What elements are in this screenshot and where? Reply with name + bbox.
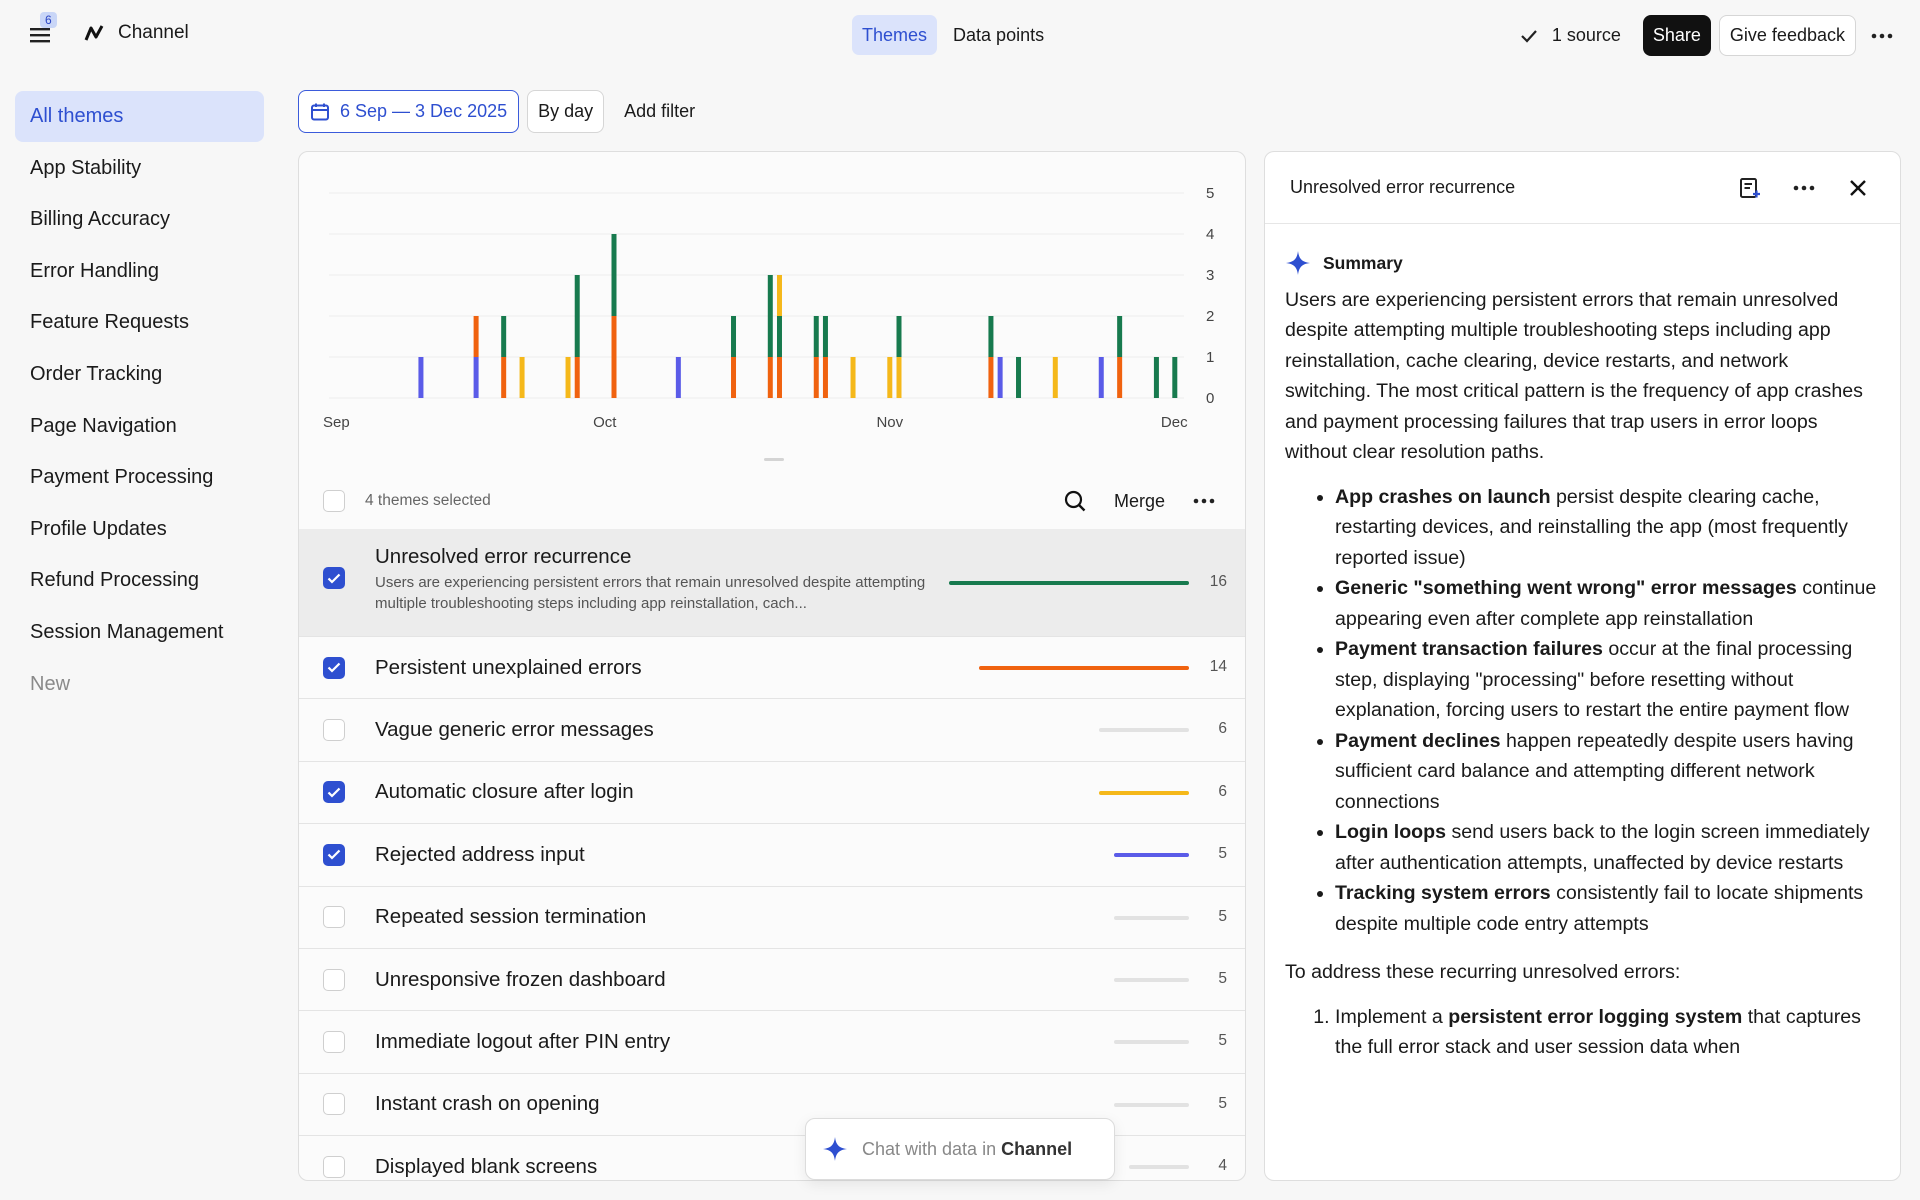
address-intro: To address these recurring unresolved errors:: [1285, 961, 1681, 983]
filter-bar: [298, 90, 707, 133]
resize-handle[interactable]: [764, 458, 784, 461]
share-button[interactable]: Share: [1643, 15, 1711, 56]
theme-volume-bar: [1099, 728, 1189, 732]
sparkle-icon: [822, 1136, 848, 1162]
theme-row-checkbox[interactable]: [323, 906, 345, 928]
theme-row-checkbox[interactable]: [323, 567, 345, 589]
panel-header: [1265, 152, 1900, 224]
sidebar-item-page-navigation[interactable]: Page Navigation: [30, 414, 177, 437]
chart-bar-segment: [823, 357, 828, 398]
x-tick-label: Nov: [876, 414, 904, 431]
chart-bar-segment: [418, 357, 423, 398]
theme-list: [299, 529, 1246, 1181]
theme-row-count: 6: [1218, 720, 1227, 738]
sidebar-item-order-tracking[interactable]: Order Tracking: [30, 362, 163, 385]
bullet-text: persist despite clearing cache, restarting devices, and reinstalling the app (most frequently reported issue): [1335, 485, 1848, 569]
chart-bar-segment: [501, 316, 506, 357]
brand-name: Channel: [118, 22, 189, 43]
chart-bar-segment: [897, 316, 902, 357]
step-bold: persistent error logging system: [1448, 1005, 1743, 1028]
sparkle-icon: [1285, 250, 1311, 276]
bullet-text: send users back to the login screen immediately after authentication attempts, unaffected by device restarts: [1335, 821, 1870, 874]
step-post: that captures the full error stack and user session data when: [1335, 1005, 1861, 1058]
sidebar-item-all-themes[interactable]: All themes: [15, 91, 264, 142]
bullet-text: occur at the final processing step, displaying "processing" before resetting without explanation, forcing users to restart the entire payment flow: [1335, 638, 1853, 721]
chart-bar-segment: [731, 316, 736, 357]
theme-row-checkbox[interactable]: [323, 1031, 345, 1053]
give-feedback-button[interactable]: Give feedback: [1719, 15, 1856, 56]
y-tick-label: 0: [1206, 390, 1215, 407]
top-bar: [0, 0, 1920, 72]
summary-label: Summary: [1323, 253, 1403, 273]
chart-bar-segment: [851, 357, 856, 398]
note-add-icon: [1739, 177, 1761, 199]
theme-row-title: Persistent unexplained errors: [375, 655, 642, 679]
theme-row[interactable]: [299, 949, 1246, 1011]
chart-bar-segment: [1172, 357, 1177, 398]
y-tick-label: 3: [1206, 267, 1215, 284]
summary-bullet: [1335, 634, 1878, 726]
chart-bar-segment: [520, 357, 525, 398]
summary-bullets: [1335, 482, 1878, 940]
theme-row[interactable]: [299, 762, 1246, 824]
theme-row-count: 5: [1218, 1032, 1227, 1050]
close-panel-button[interactable]: [1838, 168, 1878, 208]
sidebar-item-payment-processing[interactable]: Payment Processing: [30, 466, 214, 489]
theme-volume-bar: [1114, 978, 1189, 982]
theme-row-checkbox[interactable]: [323, 657, 345, 679]
recommendation-step: [1335, 1002, 1878, 1063]
chart-bar-segment: [777, 275, 782, 316]
selected-count-label: 4 themes selected: [365, 492, 491, 509]
theme-row-count: 4: [1218, 1157, 1227, 1175]
chat-prefix: Chat with data in: [862, 1138, 997, 1159]
sidebar-item-session-management[interactable]: Session Management: [30, 620, 224, 643]
theme-row-checkbox[interactable]: [323, 1156, 345, 1178]
theme-row-title: Rejected address input: [375, 842, 585, 866]
chart-bar-segment: [768, 275, 773, 357]
bullet-bold: Payment transaction failures: [1335, 638, 1603, 660]
theme-row-checkbox[interactable]: [323, 781, 345, 803]
theme-volume-chart: [299, 152, 1246, 472]
chart-bar-segment: [1016, 357, 1021, 398]
theme-row-count: 5: [1218, 845, 1227, 863]
theme-volume-bar: [949, 581, 1189, 585]
chart-bar-segment: [777, 316, 782, 357]
chart-bar-segment: [1154, 357, 1159, 398]
checkmark-icon: [327, 787, 341, 798]
sidebar-item-error-handling[interactable]: Error Handling: [30, 259, 159, 282]
summary-bullet: [1335, 817, 1878, 878]
panel-actions: [1730, 168, 1878, 208]
hamburger-icon: [30, 26, 52, 44]
granularity-button[interactable]: By day: [527, 90, 604, 133]
checkmark-icon: [327, 573, 341, 584]
theme-row-title: Unresponsive frozen dashboard: [375, 967, 666, 991]
chart-bar-segment: [814, 316, 819, 357]
theme-detail-panel: [1264, 151, 1901, 1181]
theme-row-title: Immediate logout after PIN entry: [375, 1030, 671, 1054]
chart-bar-segment: [897, 357, 902, 398]
theme-row-title: Vague generic error messages: [375, 718, 654, 742]
summary-bullet: [1335, 482, 1878, 574]
more-horizontal-icon: [1793, 185, 1815, 191]
source-label: 1 source: [1551, 25, 1621, 45]
theme-row-title: Unresolved error recurrence: [375, 545, 632, 568]
date-range-label: 6 Sep — 3 Dec 2025: [340, 101, 508, 121]
theme-sidebar: [15, 91, 264, 710]
theme-volume-bar: [1114, 1040, 1189, 1044]
chart-bar-segment: [823, 316, 828, 357]
top-right-actions: [1506, 15, 1900, 56]
bullet-bold: Generic "something went wrong" error messages: [1335, 577, 1797, 599]
add-note-button[interactable]: [1730, 168, 1770, 208]
x-tick-label: Sep: [323, 414, 350, 431]
sidebar-item-app-stability[interactable]: App Stability: [30, 156, 142, 179]
search-icon: [1064, 490, 1086, 512]
chart-bar-segment: [887, 357, 892, 398]
panel-more-button[interactable]: [1784, 168, 1824, 208]
brand[interactable]: [84, 22, 189, 44]
y-tick-label: 4: [1206, 226, 1215, 243]
y-tick-label: 1: [1206, 349, 1215, 366]
chart-bar-segment: [777, 357, 782, 398]
theme-volume-bar: [1114, 916, 1189, 920]
list-more-button[interactable]: [1189, 486, 1219, 516]
summary-bullet: [1335, 726, 1878, 818]
chart-bar-segment: [1117, 316, 1122, 357]
view-tabs: [852, 15, 1054, 55]
summary-bullet: [1335, 573, 1878, 634]
channel-logo-icon: [84, 23, 106, 43]
theme-row-count: 16: [1209, 573, 1227, 590]
chart-bar-segment: [501, 357, 506, 398]
chart-bar-segment: [1053, 357, 1058, 398]
merge-button[interactable]: Merge: [1113, 490, 1165, 511]
sidebar-item-new[interactable]: New: [30, 672, 71, 695]
chat-target: Channel: [1001, 1138, 1073, 1159]
sidebar-item-refund-processing[interactable]: Refund Processing: [30, 569, 199, 592]
bullet-bold: App crashes on launch: [1335, 485, 1551, 508]
themes-card: [298, 151, 1246, 1181]
theme-row-title: Instant crash on opening: [375, 1092, 600, 1116]
theme-row-count: 5: [1218, 907, 1227, 925]
chart-bar-segment: [575, 275, 580, 357]
select-all-checkbox[interactable]: [323, 490, 345, 512]
check-icon: [1520, 29, 1538, 43]
chart-bar-segment: [988, 316, 993, 357]
panel-body: [1265, 224, 1900, 1063]
bullet-bold: Payment declines: [1335, 729, 1501, 752]
theme-row-checkbox[interactable]: [323, 969, 345, 991]
date-range-button[interactable]: [298, 90, 519, 133]
add-filter-button[interactable]: Add filter: [624, 101, 696, 121]
theme-volume-bar: [1114, 853, 1189, 857]
theme-volume-bar: [979, 666, 1189, 670]
summary-intro: Users are experiencing persistent errors that remain unresolved despite attempting multiple troubleshooting steps including app reinstallation, cache clearing, device restarts, and network switching. The most critical pattern is the frequency of app crashes and payment processing failures that trap users in error loops without clear resolution paths.: [1285, 288, 1863, 463]
bullet-bold: Tracking system errors: [1335, 882, 1551, 904]
more-horizontal-icon: [1871, 33, 1893, 39]
theme-row[interactable]: [299, 637, 1246, 699]
theme-row-title: Displayed blank screens: [375, 1154, 598, 1178]
chart-bar-segment: [1117, 357, 1122, 398]
summary-heading: [1285, 248, 1878, 279]
theme-row-count: 5: [1218, 969, 1227, 987]
chart-bar-segment: [814, 357, 819, 398]
chart-bar-segment: [731, 357, 736, 398]
theme-row-checkbox[interactable]: [323, 719, 345, 741]
tab-themes[interactable]: Themes: [852, 15, 937, 55]
checkmark-icon: [327, 849, 341, 860]
theme-row-checkbox[interactable]: [323, 1093, 345, 1115]
step-pre: Implement a: [1335, 1005, 1449, 1028]
more-options-button[interactable]: [1864, 16, 1900, 56]
bullet-text: continue appearing even after complete app reinstallation: [1335, 577, 1877, 630]
chart-bar-segment: [474, 357, 479, 398]
panel-title: Unresolved error recurrence: [1290, 177, 1516, 197]
tab-data-points[interactable]: Data points: [953, 24, 1045, 45]
y-tick-label: 2: [1206, 308, 1215, 325]
bullet-text: happen repeatedly despite users having sufficient card balance and attempting different network connections: [1335, 729, 1854, 813]
sidebar-item-profile-updates[interactable]: Profile Updates: [30, 517, 167, 540]
chart-bar-segment: [474, 316, 479, 357]
recommendation-steps: [1335, 1002, 1878, 1063]
theme-row-count: 6: [1218, 782, 1227, 800]
bullet-bold: Login loops: [1335, 821, 1447, 843]
more-horizontal-icon: [1193, 498, 1215, 504]
chart-bar-segment: [676, 357, 681, 398]
chart-bar-segment: [612, 316, 617, 398]
list-header: [299, 476, 1246, 526]
y-tick-label: 5: [1206, 185, 1215, 202]
chat-label: [862, 1139, 1072, 1160]
chat-with-data-button[interactable]: [805, 1118, 1115, 1180]
theme-row-title: Repeated session termination: [375, 905, 647, 929]
list-actions: [1060, 476, 1219, 526]
sidebar-item-billing-accuracy[interactable]: Billing Accuracy: [30, 208, 171, 231]
chart-bar-segment: [612, 234, 617, 316]
theme-row-count: 5: [1218, 1094, 1227, 1112]
sidebar-item-feature-requests[interactable]: Feature Requests: [30, 311, 189, 334]
chart-bar-segment: [988, 357, 993, 398]
notification-badge: 6: [40, 12, 57, 28]
close-icon: [1849, 179, 1867, 197]
theme-row[interactable]: [299, 1011, 1246, 1073]
theme-volume-bar: [1114, 1103, 1189, 1107]
theme-row[interactable]: [299, 824, 1246, 886]
chart-bar-segment: [998, 357, 1003, 398]
chart-bar-segment: [575, 357, 580, 398]
chart-bar-segment: [768, 357, 773, 398]
theme-row-description: Users are experiencing persistent errors that remain unresolved despite attempting multiple troubleshooting steps including app reinstallation, cach...: [375, 574, 926, 612]
theme-row-count: 14: [1209, 658, 1227, 675]
bullet-text: consistently fail to locate shipments despite multiple code entry attempts: [1335, 882, 1864, 935]
source-selector[interactable]: [1506, 16, 1635, 56]
calendar-icon: [310, 102, 330, 122]
theme-row-texts: [375, 545, 935, 614]
theme-row-title: Automatic closure after login: [375, 780, 634, 804]
theme-volume-bar: [1099, 791, 1189, 795]
theme-volume-bar: [1129, 1165, 1189, 1169]
theme-row-checkbox[interactable]: [323, 844, 345, 866]
theme-row[interactable]: [299, 529, 1246, 637]
summary-bullet: [1335, 878, 1878, 939]
search-button[interactable]: [1060, 486, 1090, 516]
theme-row[interactable]: [299, 699, 1246, 761]
checkmark-icon: [327, 662, 341, 673]
x-tick-label: Oct: [593, 414, 617, 431]
chart-bar-segment: [1099, 357, 1104, 398]
chart-bar-segment: [566, 357, 571, 398]
theme-row[interactable]: [299, 887, 1246, 949]
x-tick-label: Dec: [1160, 414, 1188, 431]
